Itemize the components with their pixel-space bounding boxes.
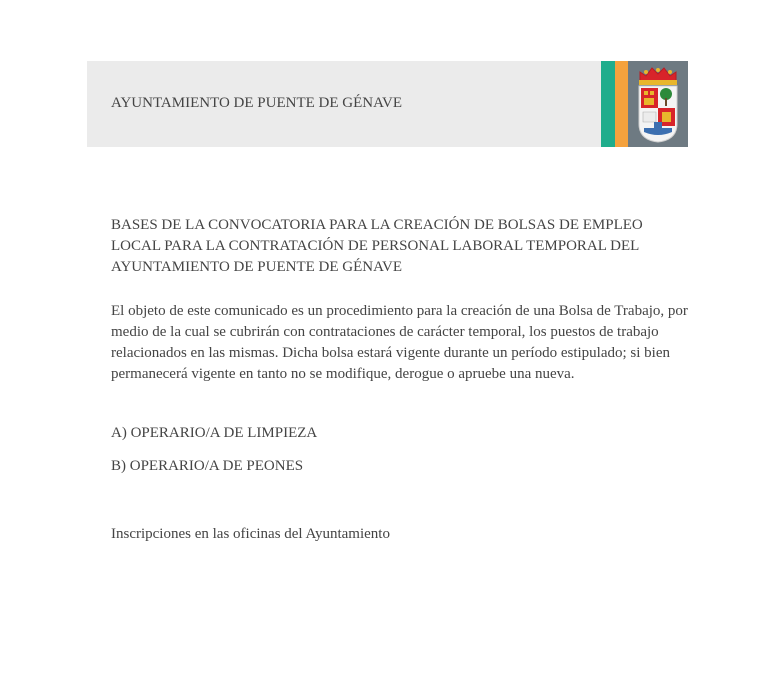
header-title: AYUNTAMIENTO DE PUENTE DE GÉNAVE <box>111 95 403 111</box>
coat-of-arms-icon <box>634 64 682 144</box>
document-body: El objeto de este comunicado es un procedimiento para la creación de una Bolsa de Trabajo, por medio de la cual se cubrirán con contrataciones de carácter temporal, los puestos de trabajo relacionados en las mismas. Dicha bolsa estará vigente durante un período estipulado; si bien permanecerá vigente en tanto no se modifique, derogue o apruebe una nueva. <box>111 303 688 382</box>
footer-note: Inscripciones en las oficinas del Ayuntamiento <box>111 526 390 542</box>
orange-stripe <box>615 61 628 147</box>
document-title: BASES DE LA CONVOCATORIA PARA LA CREACIÓN DE BOLSAS DE EMPLEO LOCAL PARA LA CONTRATACIÓN DE PERSONAL LABORAL TEMPORAL DEL AYUNTAMIENTO DE PUENTE DE GÉNAVE <box>111 217 643 275</box>
list-item: A) OPERARIO/A DE LIMPIEZA <box>111 425 318 441</box>
list-item: B) OPERARIO/A DE PEONES <box>111 458 304 474</box>
header-band <box>87 61 688 147</box>
crest-panel <box>628 61 688 147</box>
green-stripe <box>601 61 615 147</box>
